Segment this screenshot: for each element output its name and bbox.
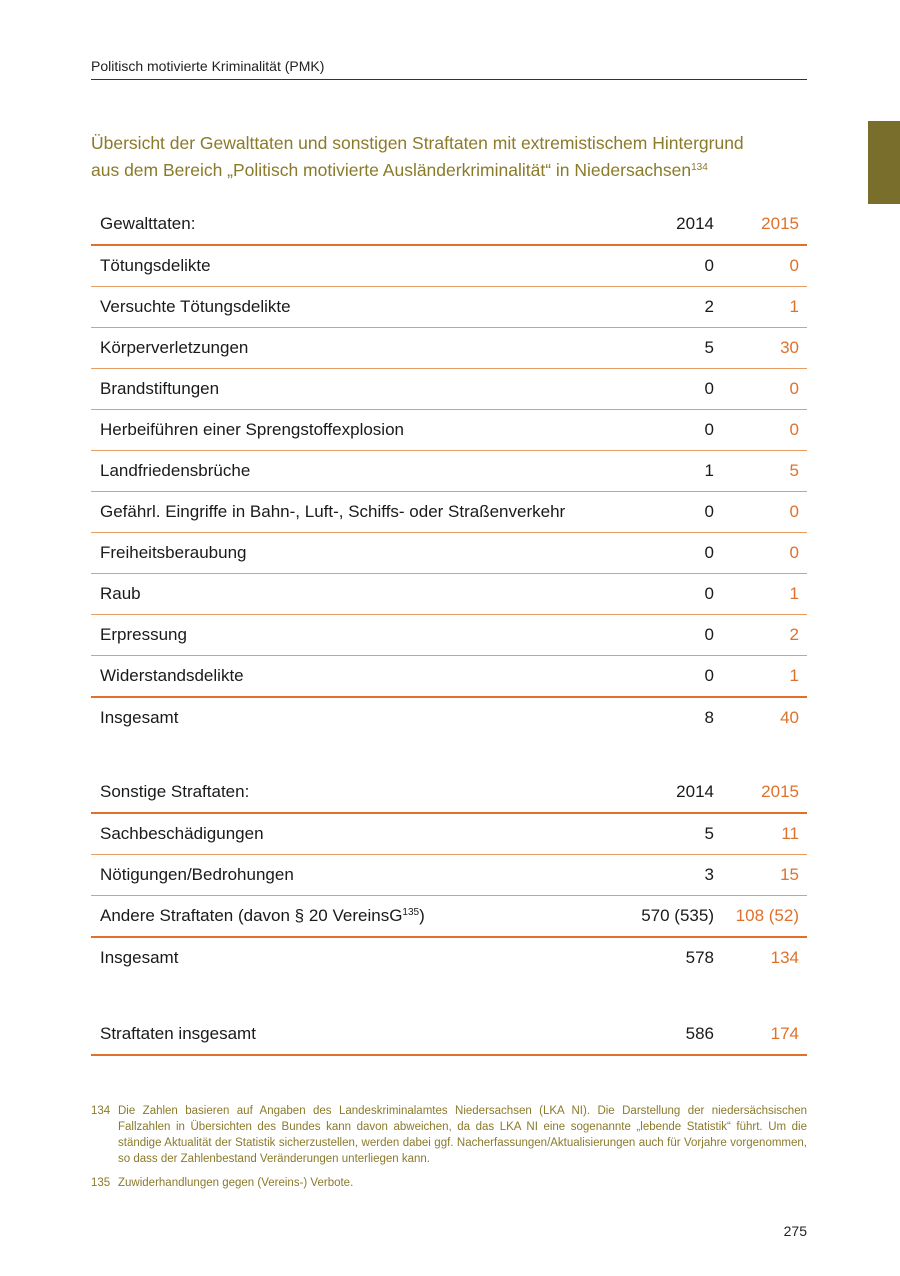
footnote-ref-135[interactable]: 135 <box>402 907 420 918</box>
row-label: Gefährl. Eingriffe in Bahn-, Luft-, Schiffs- oder Straßenverkehr <box>91 492 586 533</box>
table-title <box>91 130 807 184</box>
grand-total-row <box>91 1014 807 1055</box>
value-2015: 15 <box>721 855 807 896</box>
value-2014: 5 <box>586 328 721 369</box>
table-row <box>91 656 807 698</box>
value-2014: 2 <box>586 287 721 328</box>
col-2014-header: 2014 <box>586 772 721 813</box>
grand-total-label: Straftaten insgesamt <box>91 1014 586 1055</box>
col-2014-header: 2014 <box>586 204 721 245</box>
table-row <box>91 813 807 855</box>
row-label: Widerstandsdelikte <box>91 656 586 698</box>
table-row <box>91 328 807 369</box>
row-label: Freiheitsberaubung <box>91 533 586 574</box>
total-2015: 40 <box>780 708 799 727</box>
row-label: Körperverletzungen <box>91 328 586 369</box>
value-2015: 1 <box>721 574 807 615</box>
value-2015: 0 <box>721 369 807 410</box>
table-row <box>91 245 807 287</box>
table-total-row <box>91 697 807 738</box>
total-2014: 8 <box>704 708 714 727</box>
grand-total-2014: 586 <box>586 1014 721 1055</box>
footnote-ref-134[interactable]: 134 <box>691 162 708 173</box>
row-label: Brandstiftungen <box>91 369 586 410</box>
value-2015: 1 <box>721 287 807 328</box>
value-2014: 3 <box>586 855 721 896</box>
table-title-line2: aus dem Bereich „Politisch motivierte Ausländerkriminalität“ in Niedersachsen <box>91 160 692 180</box>
value-2015: 30 <box>721 328 807 369</box>
grand-total-table <box>91 1014 807 1056</box>
value-2015: 0 <box>721 492 807 533</box>
violent-crimes-table <box>91 204 807 738</box>
table-title-line1: Übersicht der Gewalttaten und sonstigen Straftaten mit extremistischem Hintergrund <box>91 133 744 153</box>
footnote-text: Die Zahlen basieren auf Angaben des Landeskriminalamtes Niedersachsen (LKA NI). Die Darstellung der niedersächsischen Fallzahlen in Übersichten des Bundes kann davon abweichen, da das LKA NI eine sogenannte „lebende Statistik“ führt. Um die ständige Aktualität der Statistik sicherzustellen, werden dabei ggf. Nacherfassungen/Aktualisierungen auch für Vorjahre vorgenommen, so dass der Zahlenbestand Veränderungen unterliegen kann. <box>118 1105 807 1165</box>
table-row <box>91 492 807 533</box>
table-row <box>91 896 807 938</box>
row-label: Landfriedensbrüche <box>91 451 586 492</box>
value-2014: 5 <box>586 813 721 855</box>
row-label-end: ) <box>419 906 425 925</box>
row-label: Tötungsdelikte <box>91 245 586 287</box>
other-crimes-table <box>91 772 807 978</box>
table-row <box>91 533 807 574</box>
value-2014: 0 <box>586 615 721 656</box>
value-2014: 0 <box>586 245 721 287</box>
table-header-row <box>91 772 807 813</box>
total-label: Insgesamt <box>100 708 179 727</box>
grand-total-2015: 174 <box>721 1014 807 1055</box>
row-label-text: Andere Straftaten (davon § 20 VereinsG <box>100 906 403 925</box>
row-label: Raub <box>91 574 586 615</box>
value-2014: 570 (535) <box>586 896 721 938</box>
row-label: Sachbeschädigungen <box>91 813 586 855</box>
value-2014: 0 <box>586 656 721 698</box>
footnote-135 <box>91 1175 807 1191</box>
other-heading: Sonstige Straftaten: <box>91 772 586 813</box>
violent-heading: Gewalttaten: <box>91 204 586 245</box>
row-label: Nötigungen/Bedrohungen <box>91 855 586 896</box>
row-label: Erpressung <box>91 615 586 656</box>
value-2015: 0 <box>721 245 807 287</box>
row-label <box>91 896 586 938</box>
total-2015: 134 <box>770 948 799 967</box>
value-2015: 1 <box>721 656 807 698</box>
table-row <box>91 574 807 615</box>
value-2014: 0 <box>586 492 721 533</box>
col-2015-header: 2015 <box>721 204 807 245</box>
table-row <box>91 451 807 492</box>
value-2014: 0 <box>586 533 721 574</box>
table-row <box>91 369 807 410</box>
value-2015: 0 <box>721 410 807 451</box>
table-header-row <box>91 204 807 245</box>
value-2015: 11 <box>721 813 807 855</box>
footnote-number: 135 <box>91 1177 111 1189</box>
value-2015: 108 (52) <box>721 896 807 938</box>
footnotes <box>91 1103 807 1199</box>
total-2014: 578 <box>685 948 714 967</box>
page-number: 275 <box>783 1223 807 1239</box>
value-2014: 1 <box>586 451 721 492</box>
table-row <box>91 287 807 328</box>
chapter-tab-marker <box>868 121 900 204</box>
value-2014: 0 <box>586 410 721 451</box>
footnote-text: Zuwiderhandlungen gegen (Vereins-) Verbote. <box>118 1177 354 1189</box>
value-2015: 2 <box>721 615 807 656</box>
footnote-number: 134 <box>91 1105 111 1117</box>
value-2015: 5 <box>721 451 807 492</box>
table-row <box>91 410 807 451</box>
row-label: Versuchte Tötungsdelikte <box>91 287 586 328</box>
table-row <box>91 615 807 656</box>
value-2015: 0 <box>721 533 807 574</box>
value-2014: 0 <box>586 369 721 410</box>
value-2014: 0 <box>586 574 721 615</box>
total-label: Insgesamt <box>100 948 179 967</box>
row-label: Herbeiführen einer Sprengstoffexplosion <box>91 410 586 451</box>
running-head: Politisch motivierte Kriminalität (PMK) <box>91 58 807 80</box>
table-row <box>91 855 807 896</box>
footnote-134 <box>91 1103 807 1167</box>
table-total-row <box>91 937 807 978</box>
col-2015-header: 2015 <box>721 772 807 813</box>
